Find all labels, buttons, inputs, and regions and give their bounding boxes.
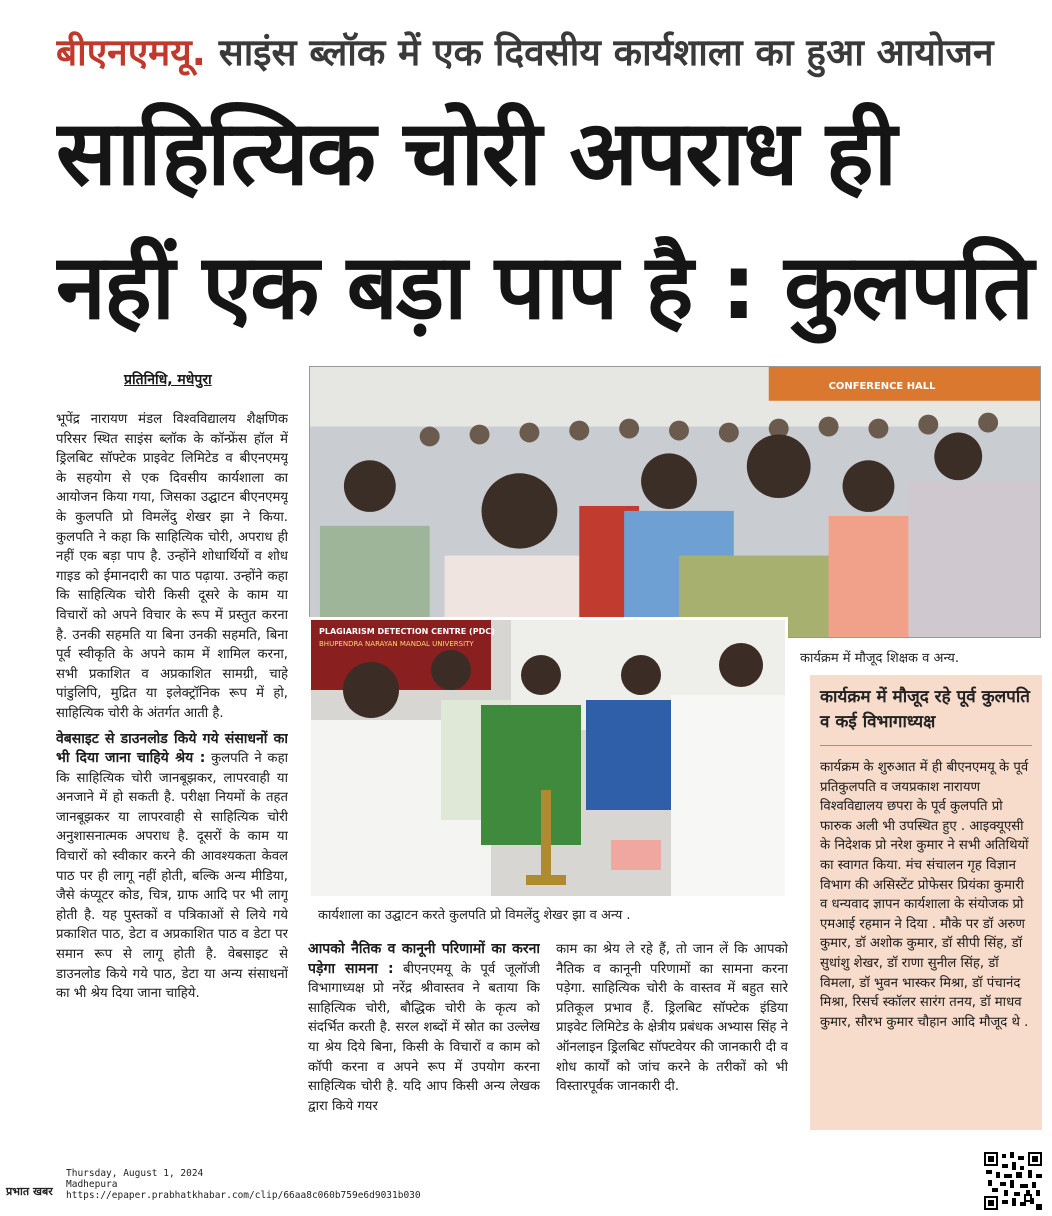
publisher-logo: प्रभात खबर xyxy=(6,1185,53,1198)
photo-caption-1: कार्यक्रम में मौजूद शिक्षक व अन्य. xyxy=(800,651,959,666)
audience-photo xyxy=(309,366,1041,638)
article-subhead-1: वेबसाइट से डाउनलोड किये गये संसाधनों का भी दिया जाना चाहिये श्रेय : xyxy=(56,730,288,767)
article-para-4: काम का श्रेय ले रहे हैं, तो जान लें कि आपको नैतिक व कानूनी परिणामों का सामना करना पड़ेगा. साहित्यिक चोरी के वास्तव में बहुत सारे प्रतिकूल प्रभाव हैं. ड्रिलबिट सॉफ्टेक इंडिया प्राइवेट लिमिटेड के क्षेत्रीय प्रबंधक अभ्यास सिंह ने ऑनलाइन ड्रिलबिट सॉफ्टवेयर की जानकारी दी व शोध कार्यों को जांच करने के तरीकों को भी विस्तारपूर्वक जानकारी दी. xyxy=(556,942,788,1095)
article-subhead-2: आपको नैतिक व कानूनी परिणामों का करना पड़ेगा सामना : xyxy=(308,941,540,977)
clip-date: Thursday, August 1, 2024 xyxy=(66,1168,204,1179)
headline-line-1: साहित्यिक चोरी अपराध ही xyxy=(56,101,896,206)
inauguration-photo xyxy=(308,617,788,899)
clip-edition: Madhepura xyxy=(66,1179,118,1190)
sidebar-title: कार्यक्रम में मौजूद रहे पूर्व कुलपति व कई विभागाध्यक्ष xyxy=(820,687,1030,732)
article-column-3 xyxy=(556,940,788,1140)
kicker-text: साइंस ब्लॉक में एक दिवसीय कार्यशाला का हुआ आयोजन xyxy=(218,31,994,74)
byline: प्रतिनिधि, मधेपुरा xyxy=(124,372,212,388)
photo-caption-2: कार्यशाला का उद्घाटन करते कुलपति प्रो विमलेंदु शेखर झा व अन्य . xyxy=(318,908,631,923)
sidebar-divider xyxy=(820,745,1032,746)
footer xyxy=(0,1150,1052,1216)
kicker-tag: बीएनएमयू. xyxy=(56,31,206,74)
clip-metadata xyxy=(66,1168,421,1201)
hall-banner-text: CONFERENCE HALL xyxy=(828,380,936,392)
article-column-2 xyxy=(308,940,540,1140)
kicker xyxy=(56,24,1046,82)
headline-line-2: नहीं एक बड़ा पाप है : कुलपति xyxy=(56,235,1032,340)
article-para-2: कुलपति ने कहा कि साहित्यिक चोरी जानबूझकर, लापरवाही या अनजाने में हो सकती है. परीक्षा नियमों के तहत जानबूझकर या लापरवाही से साहित्यिक चोरी अनुशासनात्मक अपराध है. दूसरों के काम या विचारों को स्वीकार करने की आवश्यकता केवल पाठ पर ही लागू नहीं होती, बल्कि अन्य मीडिया, जैसे कंप्यूटर कोड, चित्र, ग्राफ आदि पर भी लागू होती है. यह पुस्तकों व पत्रिकाओं से लिये गये प्रकाशित पाठ, डेटा व अप्रकाशित पाठ व डेटा पर समान रूप से लागू होती है. वेबसाइट से डाउनलोड किये गये पाठ, डेटा या अन्य संसाधनों का भी श्रेय दिया जाना चाहिये. xyxy=(56,751,288,1002)
article-column-1 xyxy=(56,410,288,1140)
pdc-banner-subtext: BHUPENDRA NARAYAN MANDAL UNIVERSITY xyxy=(319,640,474,648)
sidebar-box xyxy=(810,675,1042,1130)
clip-url[interactable]: https://epaper.prabhatkhabar.com/clip/66aa8c060b759e6d9031b030 xyxy=(66,1190,421,1201)
qr-code-icon[interactable] xyxy=(984,1152,1042,1210)
article-para-3: बीएनएमयू के पूर्व जूलॉजी विभागाध्यक्ष प्रो नरेंद्र श्रीवास्तव ने बताया कि साहित्यिक चोरी, बौद्धिक चोरी के कृत्य को संदर्भित करती है. सरल शब्दों में स्रोत का उल्लेख या श्रेय दिये बिना, किसी के विचारों व काम को कॉपी करना व अपने रूप में उपयोग करना साहित्यिक चोरी है. यदि आप किसी अन्य लेखक द्वारा किये गयर xyxy=(308,961,540,1114)
sidebar-body: कार्यक्रम के शुरुआत में ही बीएनएमयू के पूर्व प्रतिकुलपति व जयप्रकाश नारायण विश्वविद्यालय छपरा के पूर्व कुलपति प्रो फारुक अली भी उपस्थित हुए . आइक्यूएसी के निदेशक प्रो नरेश कुमार ने सभी अतिथियों का स्वागत किया. मंच संचालन गृह विज्ञान विभाग की असिस्टेंट प्रोफेसर प्रियंका कुमारी व धन्यवाद ज्ञापन कार्यशाला के संयोजक प्रो एमआई रहमान ने दिया . मौके पर डॉ अरुण कुमार, डॉ अशोक कुमार, डॉ सीपी सिंह, डॉ सुधांशु शेखर, डॉ राणा सुनील सिंह, डॉ विमला, डॉ भुवन भास्कर मिश्रा, डॉ पंचानंद मिश्रा, रिसर्च स्कॉलर सारंग तनय, डॉ माधव कुमार, सौरभ कुमार चौहान आदि मौजूद थे . xyxy=(820,760,1029,1030)
article-para-1: भूपेंद्र नारायण मंडल विश्वविद्यालय शैक्षणिक परिसर स्थित साइंस ब्लॉक के कॉन्फ्रेंस हॉल में ड्रिलबिट सॉफ्टेक प्राइवेट लिमिटेड व बीएनएमयू के सहयोग से एक दिवसीय कार्यशाला का आयोजन किया गया, जिसका उद्घाटन बीएनएमयू के कुलपति प्रो विमलेंदु शेखर झा ने किया. कुलपति ने कहा कि साहित्यिक चोरी, अपराध ही नहीं एक बड़ा पाप है. उन्होंने शोधार्थियों व शोध गाइड को ईमानदारी का पाठ पढ़ाया. उन्होंने कहा कि साहित्यिक चोरी किसी दूसरे के काम या विचारों को अपने विचार के रूप में प्रस्तुत करना है. उनकी सहमति या बिना उनकी सहमति, बिना पूर्व स्वीकृति के अपने काम में शामिल करना, सभी प्रकाशित व अप्रकाशित सामग्री, चाहे पांडुलिपि, मुद्रित या इलेक्ट्रॉनिक रूप में हो, साहित्यिक चोरी के अंतर्गत आती है. xyxy=(56,412,288,721)
pdc-banner-text: PLAGIARISM DETECTION CENTRE (PDC) xyxy=(319,627,495,636)
